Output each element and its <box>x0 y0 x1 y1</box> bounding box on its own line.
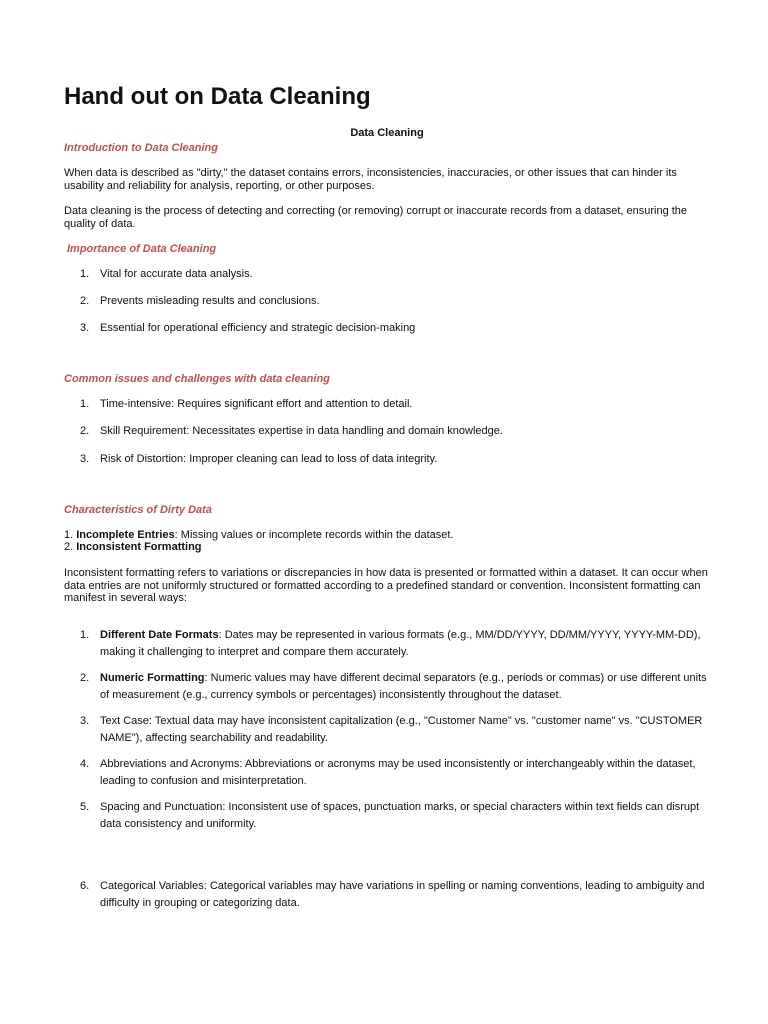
list-item <box>64 423 712 440</box>
list-text: Categorical Variables: Categorical variables may have variations in spelling or naming conventions, leading to ambiguity and difficulty in grouping or categorizing data. <box>100 880 705 909</box>
section-heading-challenges: Common issues and challenges with data cleaning <box>64 373 330 385</box>
list-text: Prevents misleading results and conclusions. <box>100 295 320 307</box>
intro-paragraph-dirty-data: When data is described as "dirty," the dataset contains errors, inconsistencies, inaccuracies, or other issues that can hinder its usability and reliability for analysis, reporting, or other purposes. <box>64 167 677 192</box>
term-description: : Dates may be represented in various formats (e.g., MM/DD/YYYY, DD/MM/YYYY, YYYY-MM-DD), making it challenging to interpret and compare them accurately. <box>100 629 701 658</box>
list-text: Risk of Distortion: Improper cleaning can lead to loss of data integrity. <box>100 453 438 465</box>
list-item <box>64 320 712 337</box>
list-number: 3. <box>80 453 90 465</box>
list-number: 4. <box>80 758 90 770</box>
line-text: : Missing values or incomplete records within the dataset. <box>174 529 454 541</box>
list-number: 6. <box>80 880 90 892</box>
term-bold: Numeric Formatting <box>100 672 205 684</box>
list-number: 1. <box>80 629 90 641</box>
list-text <box>100 627 712 660</box>
list-item <box>64 799 712 832</box>
list-item <box>64 266 712 283</box>
list-item <box>64 451 712 468</box>
term-inconsistent-formatting: Inconsistent Formatting <box>76 541 202 553</box>
dirty-line-incomplete <box>64 529 712 542</box>
section-heading-introduction: Introduction to Data Cleaning <box>64 142 218 154</box>
line-number: 1. <box>64 529 74 541</box>
list-text: Vital for accurate data analysis. <box>100 268 253 280</box>
document-title: Hand out on Data Cleaning <box>64 83 371 110</box>
list-text: Essential for operational efficiency and strategic decision-making <box>100 322 416 334</box>
list-item <box>64 878 712 911</box>
list-text: Spacing and Punctuation: Inconsistent use of spaces, punctuation marks, or special characters within text fields can disrupt data consistency and uniformity. <box>100 801 700 830</box>
list-number: 5. <box>80 801 90 813</box>
list-text <box>100 670 712 703</box>
list-number: 1. <box>80 398 90 410</box>
list-item <box>64 627 712 660</box>
line-number: 2. <box>64 541 74 553</box>
list-text: Text Case: Textual data may have inconsistent capitalization (e.g., "Customer Name" vs. "customer name" vs. "CUSTOMER NAME"), affecting searchability and readability. <box>100 715 703 744</box>
list-text: Abbreviations and Acronyms: Abbreviations or acronyms may be used inconsistently or interchangeably within the dataset, leading to confusion and misinterpretation. <box>100 758 696 787</box>
list-item <box>64 670 712 703</box>
list-text: Time-intensive: Requires significant effort and attention to detail. <box>100 398 413 410</box>
list-number: 2. <box>80 425 90 437</box>
dirty-line-inconsistent <box>64 541 712 554</box>
list-item <box>64 713 712 746</box>
list-number: 2. <box>80 672 90 684</box>
term-incomplete-entries: Incomplete Entries <box>76 529 175 541</box>
list-text: Skill Requirement: Necessitates expertise in data handling and domain knowledge. <box>100 425 503 437</box>
term-bold: Different Date Formats <box>100 629 219 641</box>
list-number: 3. <box>80 322 90 334</box>
document-subtitle: Data Cleaning <box>350 127 424 139</box>
list-item <box>64 396 712 413</box>
list-item <box>64 293 712 310</box>
list-number: 1. <box>80 268 90 280</box>
term-description: : Numeric values may have different decimal separators (e.g., periods or commas) or use different units of measurement (e.g., currency symbols or percentages) inconsistently throughout the dataset. <box>100 672 707 701</box>
intro-paragraph-data-cleaning: Data cleaning is the process of detecting and correcting (or removing) corrupt or inaccurate records from a dataset, ensuring the quality of data. <box>64 205 688 230</box>
section-heading-importance: Importance of Data Cleaning <box>67 243 217 255</box>
list-item <box>64 756 712 789</box>
inconsistent-formatting-paragraph: Inconsistent formatting refers to variations or discrepancies in how data is presented or formatted within a dataset. It can occur when data entries are not uniformly structured or formatted according to a predefined standard or convention. Inconsistent formatting can manifest in several ways: <box>64 567 708 604</box>
list-number: 2. <box>80 295 90 307</box>
section-heading-dirty-data: Characteristics of Dirty Data <box>64 504 212 516</box>
list-number: 3. <box>80 715 90 727</box>
